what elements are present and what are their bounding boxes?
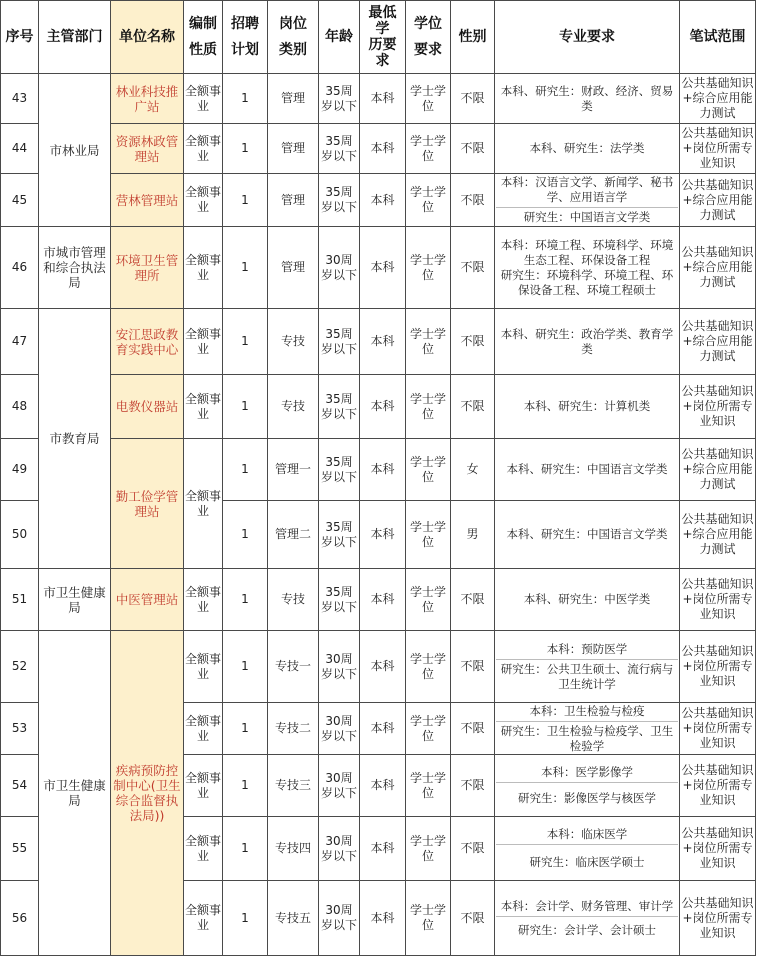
major-cell: 本科：环境工程、环境科学、环境生态工程、环保设备工程 研究生：环境科学、环境工程、环保设备工程、环境工程硕士 [495,227,680,309]
unit-cell: 环境卫生管理所 [111,227,184,309]
degree-cell: 学士学位 [406,755,451,817]
exam-cell: 公共基础知识+岗位所需专业知识 [680,631,756,703]
degree-cell: 学士学位 [406,124,451,174]
category-cell: 专技四 [268,817,319,881]
category-cell: 管理 [268,74,319,124]
plan-cell: 1 [223,755,268,817]
table-row [1,569,756,631]
education-cell: 本科 [360,501,406,569]
degree-cell: 学士学位 [406,817,451,881]
category-cell: 专技一 [268,631,319,703]
gender-cell: 不限 [451,309,495,375]
table-row [1,631,756,703]
gender-cell: 不限 [451,74,495,124]
gender-cell: 不限 [451,703,495,755]
gender-cell: 不限 [451,817,495,881]
category-cell: 专技三 [268,755,319,817]
exam-cell: 公共基础知识+岗位所需专业知识 [680,124,756,174]
degree-cell: 学士学位 [406,227,451,309]
table-row [1,74,756,124]
age-cell: 35周岁以下 [319,375,360,439]
age-cell: 35周岁以下 [319,501,360,569]
unit-cell: 安江思政教育实践中心 [111,309,184,375]
exam-cell: 公共基础知识+岗位所需专业知识 [680,569,756,631]
degree-cell: 学士学位 [406,501,451,569]
gender-cell: 不限 [451,174,495,227]
age-cell: 35周岁以下 [319,309,360,375]
education-cell: 本科 [360,817,406,881]
nature-cell: 全额事业 [184,755,223,817]
major-cell: 本科、研究生：中医学类 [495,569,680,631]
plan-cell: 1 [223,309,268,375]
plan-cell: 1 [223,569,268,631]
exam-cell: 公共基础知识+岗位所需专业知识 [680,755,756,817]
nature-cell: 全额事业 [184,309,223,375]
age-cell: 30周岁以下 [319,703,360,755]
major-cell: 本科、研究生：法学类 [495,124,680,174]
major-cell: 本科：卫生检验与检疫 研究生：卫生检验与检疫学、卫生检验学 [495,703,680,755]
table-row [1,439,756,501]
plan-cell: 1 [223,375,268,439]
plan-cell: 1 [223,631,268,703]
header-exam: 笔试范围 [680,1,756,74]
dept-cell: 市林业局 [39,74,111,227]
table-row [1,375,756,439]
degree-cell: 学士学位 [406,309,451,375]
dept-cell: 市城市管理和综合执法局 [39,227,111,309]
category-cell: 专技五 [268,881,319,956]
nature-cell: 全额事业 [184,375,223,439]
seq-cell: 43 [1,74,39,124]
plan-cell: 1 [223,501,268,569]
exam-cell: 公共基础知识+岗位所需专业知识 [680,375,756,439]
unit-cell: 勤工俭学管理站 [111,439,184,569]
education-cell: 本科 [360,124,406,174]
nature-cell: 全额事业 [184,124,223,174]
header-education: 最低 学 历要 求 [360,1,406,74]
major-cell: 本科、研究生：中国语言文学类 [495,501,680,569]
unit-cell: 中医管理站 [111,569,184,631]
seq-cell: 45 [1,174,39,227]
degree-cell: 学士学位 [406,569,451,631]
education-cell: 本科 [360,439,406,501]
age-cell: 30周岁以下 [319,755,360,817]
exam-cell: 公共基础知识+综合应用能力测试 [680,439,756,501]
gender-cell: 不限 [451,755,495,817]
table-row [1,227,756,309]
seq-cell: 54 [1,755,39,817]
category-cell: 管理 [268,227,319,309]
plan-cell: 1 [223,439,268,501]
age-cell: 30周岁以下 [319,817,360,881]
major-cell: 本科：汉语言文学、新闻学、秘书学、应用语言学 研究生：中国语言文学类 [495,174,680,227]
header-category: 岗位 类别 [268,1,319,74]
seq-cell: 46 [1,227,39,309]
seq-cell: 49 [1,439,39,501]
gender-cell: 不限 [451,569,495,631]
age-cell: 30周岁以下 [319,227,360,309]
exam-cell: 公共基础知识+综合应用能力测试 [680,74,756,124]
table-row [1,174,756,227]
plan-cell: 1 [223,74,268,124]
unit-cell: 疾病预防控制中心(卫生综合监督执法局)) [111,631,184,956]
category-cell: 专技 [268,375,319,439]
dept-cell: 市卫生健康局 [39,569,111,631]
exam-cell: 公共基础知识+岗位所需专业知识 [680,881,756,956]
header-age: 年龄 [319,1,360,74]
seq-cell: 56 [1,881,39,956]
seq-cell: 48 [1,375,39,439]
plan-cell: 1 [223,227,268,309]
education-cell: 本科 [360,375,406,439]
seq-cell: 55 [1,817,39,881]
age-cell: 35周岁以下 [319,174,360,227]
degree-cell: 学士学位 [406,375,451,439]
nature-cell: 全额事业 [184,817,223,881]
header-row [1,1,756,74]
education-cell: 本科 [360,74,406,124]
education-cell: 本科 [360,309,406,375]
exam-cell: 公共基础知识+岗位所需专业知识 [680,703,756,755]
header-unit: 单位名称 [111,1,184,74]
age-cell: 35周岁以下 [319,439,360,501]
gender-cell: 不限 [451,631,495,703]
seq-cell: 52 [1,631,39,703]
major-cell: 本科、研究生：中国语言文学类 [495,439,680,501]
header-degree: 学位 要求 [406,1,451,74]
education-cell: 本科 [360,755,406,817]
header-plan: 招聘 计划 [223,1,268,74]
major-cell: 本科：临床医学 研究生：临床医学硕士 [495,817,680,881]
table-row [1,309,756,375]
degree-cell: 学士学位 [406,174,451,227]
nature-cell: 全额事业 [184,439,223,569]
degree-cell: 学士学位 [406,439,451,501]
header-seq: 序号 [1,1,39,74]
major-cell: 本科、研究生：计算机类 [495,375,680,439]
exam-cell: 公共基础知识+综合应用能力测试 [680,501,756,569]
gender-cell: 不限 [451,881,495,956]
plan-cell: 1 [223,703,268,755]
unit-cell: 资源林政管理站 [111,124,184,174]
gender-cell: 不限 [451,124,495,174]
major-cell: 本科、研究生：政治学类、教育学类 [495,309,680,375]
seq-cell: 47 [1,309,39,375]
unit-cell: 林业科技推广站 [111,74,184,124]
exam-cell: 公共基础知识+综合应用能力测试 [680,309,756,375]
education-cell: 本科 [360,703,406,755]
plan-cell: 1 [223,124,268,174]
dept-cell: 市卫生健康局 [39,631,111,956]
education-cell: 本科 [360,569,406,631]
category-cell: 专技 [268,569,319,631]
education-cell: 本科 [360,174,406,227]
category-cell: 专技 [268,309,319,375]
exam-cell: 公共基础知识+岗位所需专业知识 [680,817,756,881]
nature-cell: 全额事业 [184,881,223,956]
major-cell: 本科：会计学、财务管理、审计学 研究生：会计学、会计硕士 [495,881,680,956]
table-row [1,124,756,174]
header-dept: 主管部门 [39,1,111,74]
category-cell: 管理 [268,124,319,174]
seq-cell: 51 [1,569,39,631]
plan-cell: 1 [223,817,268,881]
age-cell: 35周岁以下 [319,569,360,631]
category-cell: 专技二 [268,703,319,755]
plan-cell: 1 [223,881,268,956]
category-cell: 管理二 [268,501,319,569]
header-gender: 性别 [451,1,495,74]
major-cell: 本科：医学影像学 研究生：影像医学与核医学 [495,755,680,817]
education-cell: 本科 [360,227,406,309]
unit-cell: 电教仪器站 [111,375,184,439]
major-cell: 本科、研究生：财政、经济、贸易类 [495,74,680,124]
major-cell: 本科：预防医学 研究生：公共卫生硕士、流行病与卫生统计学 [495,631,680,703]
exam-cell: 公共基础知识+综合应用能力测试 [680,174,756,227]
unit-cell: 营林管理站 [111,174,184,227]
degree-cell: 学士学位 [406,631,451,703]
exam-cell: 公共基础知识+综合应用能力测试 [680,227,756,309]
education-cell: 本科 [360,631,406,703]
nature-cell: 全额事业 [184,227,223,309]
degree-cell: 学士学位 [406,881,451,956]
age-cell: 35周岁以下 [319,124,360,174]
degree-cell: 学士学位 [406,74,451,124]
gender-cell: 女 [451,439,495,501]
dept-cell: 市教育局 [39,309,111,569]
age-cell: 30周岁以下 [319,881,360,956]
nature-cell: 全额事业 [184,174,223,227]
category-cell: 管理一 [268,439,319,501]
header-nature: 编制 性质 [184,1,223,74]
nature-cell: 全额事业 [184,631,223,703]
seq-cell: 44 [1,124,39,174]
nature-cell: 全额事业 [184,703,223,755]
degree-cell: 学士学位 [406,703,451,755]
gender-cell: 不限 [451,227,495,309]
category-cell: 管理 [268,174,319,227]
seq-cell: 50 [1,501,39,569]
gender-cell: 男 [451,501,495,569]
education-cell: 本科 [360,881,406,956]
plan-cell: 1 [223,174,268,227]
age-cell: 30周岁以下 [319,631,360,703]
age-cell: 35周岁以下 [319,74,360,124]
header-major: 专业要求 [495,1,680,74]
nature-cell: 全额事业 [184,74,223,124]
gender-cell: 不限 [451,375,495,439]
seq-cell: 53 [1,703,39,755]
nature-cell: 全额事业 [184,569,223,631]
